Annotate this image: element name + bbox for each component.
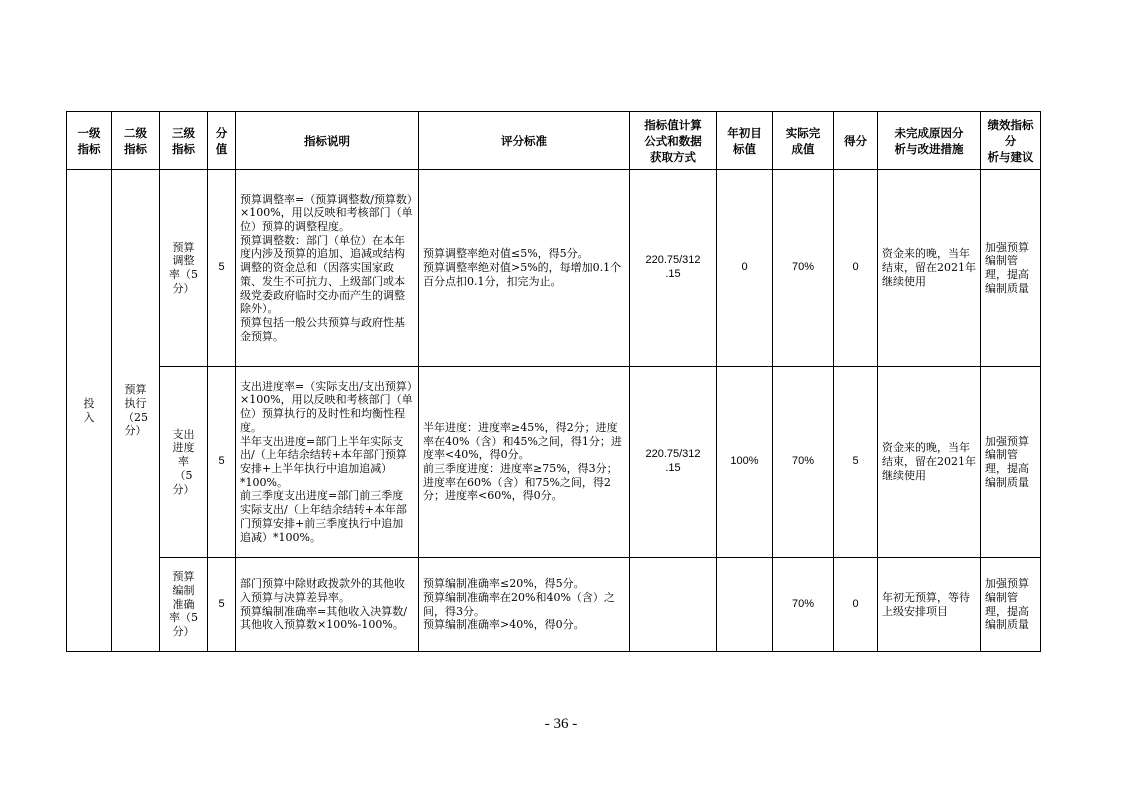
suggestion-cell: 加强预算编制管理，提高编制质量 [981, 367, 1041, 558]
table-row [67, 367, 1041, 558]
header-reason: 未完成原因分 析与改进措施 [878, 112, 981, 170]
target-cell [717, 558, 773, 652]
score-value-cell: 5 [208, 558, 236, 652]
formula-cell: 220.75/312 .15 [630, 170, 717, 367]
reason-cell: 资金来的晚，当年结束，留在2021年继续使用 [878, 170, 981, 367]
score-cell: 5 [834, 367, 878, 558]
target-cell: 0 [717, 170, 773, 367]
score-value-cell: 5 [208, 170, 236, 367]
header-score: 得分 [834, 112, 878, 170]
score-cell: 0 [834, 170, 878, 367]
actual-cell: 70% [773, 170, 834, 367]
header-description: 指标说明 [236, 112, 419, 170]
formula-cell: 220.75/312 .15 [630, 367, 717, 558]
score-cell: 0 [834, 558, 878, 652]
header-actual: 实际完 成值 [773, 112, 834, 170]
actual-cell: 70% [773, 558, 834, 652]
suggestion-cell: 加强预算编制管理，提高编制质量 [981, 170, 1041, 367]
reason-cell: 资金来的晚，当年结束，留在2021年继续使用 [878, 367, 981, 558]
suggestion-cell: 加强预算编制管理，提高编制质量 [981, 558, 1041, 652]
level3-cell: 支出 进度 率 （5 分） [160, 367, 208, 558]
header-row [67, 112, 1041, 170]
level3-cell: 预算 编制 准确 率（5 分） [160, 558, 208, 652]
reason-cell: 年初无预算，等待上级安排项目 [878, 558, 981, 652]
header-target: 年初目 标值 [717, 112, 773, 170]
target-cell: 100% [717, 367, 773, 558]
description-cell: 预算调整率=（预算调整数/预算数）×100%，用以反映和考核部门（单位）预算的调整程度。 预算调整数：部门（单位）在本年度内涉及预算的追加、追减或结构调整的资金总和（因落实国家政策、发生不可抗力、上级部门或本级党委政府临时交办而产生的调整除外）。 预算包括一般公共预算与政府性基金预算。 [236, 170, 419, 367]
header-level2: 二级 指标 [112, 112, 160, 170]
header-level3: 三级 指标 [160, 112, 208, 170]
header-score-value: 分 值 [208, 112, 236, 170]
actual-cell: 70% [773, 367, 834, 558]
header-suggestion: 绩效指标分 析与建议 [981, 112, 1041, 170]
page-number: - 36 - [544, 716, 578, 732]
level1-cell: 投 入 [67, 170, 112, 652]
header-criteria: 评分标准 [419, 112, 630, 170]
criteria-cell: 半年进度：进度率≥45%，得2分；进度率在40%（含）和45%之间，得1分；进度率<40%，得0分。 前三季度进度：进度率≥75%，得3分；进度率在60%（含）和75%之间，得2分；进度率<60%，得0分。 [419, 367, 630, 558]
performance-table [66, 111, 1041, 652]
table-row [67, 558, 1041, 652]
criteria-cell: 预算编制准确率≤20%，得5分。 预算编制准确率在20%和40%（含）之间，得3分。 预算编制准确率>40%，得0分。 [419, 558, 630, 652]
description-cell: 支出进度率=（实际支出/支出预算）×100%，用以反映和考核部门（单位）预算执行的及时性和均衡性程度。 半年支出进度=部门上半年实际支出/（上年结余结转+本年部门预算安排+上半年执行中追加追减）*100%。 前三季度支出进度=部门前三季度实际支出/（上年结余结转+本年部门预算安排+前三季度执行中追加追减）*100%。 [236, 367, 419, 558]
level3-cell: 预算 调整 率（5 分） [160, 170, 208, 367]
criteria-cell: 预算调整率绝对值≤5%，得5分。 预算调整率绝对值>5%的，每增加0.1个百分点扣0.1分，扣完为止。 [419, 170, 630, 367]
table-row [67, 170, 1041, 367]
level2-cell: 预算 执行 （25 分） [112, 170, 160, 652]
score-value-cell: 5 [208, 367, 236, 558]
formula-cell [630, 558, 717, 652]
header-formula: 指标值计算 公式和数据 获取方式 [630, 112, 717, 170]
description-cell: 部门预算中除财政拨款外的其他收入预算与决算差异率。 预算编制准确率=其他收入决算数/其他收入预算数×100%-100%。 [236, 558, 419, 652]
header-level1: 一级 指标 [67, 112, 112, 170]
